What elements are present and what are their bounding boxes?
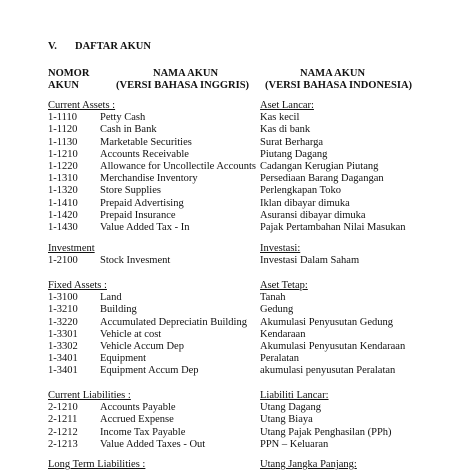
group-title-en: Current Liabilities : <box>48 390 131 401</box>
account-code: 1-1210 <box>48 148 78 160</box>
account-name-en: Building <box>100 304 137 316</box>
account-name-id: Peralatan <box>260 353 300 365</box>
account-name-id: Perlengkapan Toko <box>260 185 342 197</box>
account-code: 1-1220 <box>48 161 78 172</box>
account-name-id: Cadangan Kerugian Piutang <box>260 161 379 172</box>
account-name-en: Allowance for Uncollectile Accounts <box>100 161 256 172</box>
header-nama-akun-id: NAMA AKUN <box>300 68 366 79</box>
group-title-id: Aset Tetap: <box>260 280 308 291</box>
section-number: V. <box>48 41 57 52</box>
account-name-id: Kas kecil <box>260 112 300 124</box>
account-name-id: Surat Berharga <box>260 136 324 148</box>
account-name-id: Asuransi dibayar dimuka <box>260 209 366 221</box>
account-name-en: Petty Cash <box>100 112 146 124</box>
group-title-en: Investment <box>48 243 95 254</box>
account-name-en: Merchandise Inventory <box>100 173 198 185</box>
account-code: 1-1320 <box>48 185 78 197</box>
account-name-id: akumulasi penyusutan Peralatan <box>260 365 396 377</box>
account-name-en: Income Tax Payable <box>100 426 186 438</box>
account-name-en: Equipment <box>100 353 147 365</box>
account-name-id: Utang Biaya <box>260 414 313 426</box>
account-name-en: Land <box>100 292 122 304</box>
section-title: DAFTAR AKUN <box>75 41 151 52</box>
group-title-en: Fixed Assets : <box>48 280 107 291</box>
account-name-id: Kendaraan <box>260 328 306 340</box>
account-code: 1-1410 <box>48 197 78 209</box>
group-title-en: Long Term Liabilities : <box>48 459 146 470</box>
account-code: 1-1120 <box>48 124 78 136</box>
header-akun: AKUN <box>48 80 79 91</box>
header-nomor: NOMOR <box>48 68 90 79</box>
account-name-en: Store Supplies <box>100 185 161 197</box>
account-name-en: Cash in Bank <box>100 124 157 136</box>
account-code: 1-3401 <box>48 365 78 377</box>
account-code: 1-3301 <box>48 328 78 340</box>
account-code: 2-1210 <box>48 402 78 414</box>
account-name-en: Accounts Payable <box>100 402 176 414</box>
account-name-id: Akumulasi Penyusutan Gedung <box>260 316 393 328</box>
account-name-id: Gedung <box>260 304 294 316</box>
account-name-id: Persediaan Barang Dagangan <box>260 173 384 185</box>
account-code: 1-2100 <box>48 255 78 267</box>
account-name-id: Utang Dagang <box>260 402 321 414</box>
account-name-id: Tanah <box>260 292 286 304</box>
header-nama-akun-en: NAMA AKUN <box>153 68 219 79</box>
account-name-id: Utang Pajak Penghasilan (PPh) <box>260 426 392 438</box>
account-code: 2-1213 <box>48 438 78 450</box>
account-name-en: Value Added Taxes - Out <box>100 438 206 450</box>
header-versi-indonesia: (VERSI BAHASA INDONESIA) <box>265 80 413 91</box>
account-code: 2-1212 <box>48 426 78 438</box>
group-title-id: Liabiliti Lancar: <box>260 390 329 401</box>
account-name-id: Akumulasi Penyusutan Kendaraan <box>260 341 406 352</box>
account-name-en: Value Added Tax - In <box>100 222 190 233</box>
account-name-en: Vehicle at cost <box>100 328 162 340</box>
account-code: 1-3302 <box>48 341 78 352</box>
account-name-en: Stock Invesment <box>100 255 171 267</box>
account-name-id: Investasi Dalam Saham <box>260 255 360 267</box>
account-name-en: Marketable Securities <box>100 136 192 148</box>
account-code: 1-1110 <box>48 112 77 124</box>
account-code: 1-1430 <box>48 222 78 233</box>
group-title-id: Investasi: <box>260 243 301 254</box>
account-name-id: Pajak Pertambahan Nilai Masukan <box>260 222 406 233</box>
account-name-id: Kas di bank <box>260 124 311 136</box>
account-code: 1-3220 <box>48 316 78 328</box>
group-title-en: Current Assets : <box>48 100 116 111</box>
account-name-en: Equipment Accum Dep <box>100 365 199 377</box>
account-name-en: Accounts Receivable <box>100 148 189 160</box>
header-versi-inggris: (VERSI BAHASA INGGRIS) <box>116 80 250 91</box>
account-code: 1-3100 <box>48 292 78 304</box>
account-code: 1-1130 <box>48 136 78 148</box>
account-code: 1-1420 <box>48 209 78 221</box>
account-name-id: Iklan dibayar dimuka <box>260 197 350 209</box>
account-code: 2-1211 <box>48 414 78 426</box>
account-code: 1-1310 <box>48 173 78 185</box>
account-name-en: Vehicle Accum Dep <box>100 341 184 352</box>
account-name-en: Accumulated Depreciatin Building <box>100 316 247 328</box>
account-code: 1-3210 <box>48 304 78 316</box>
account-name-en: Prepaid Advertising <box>100 197 184 209</box>
account-name-id: PPN – Keluaran <box>260 438 329 450</box>
group-title-id: Utang Jangka Panjang: <box>260 459 357 470</box>
account-name-en: Accrued Expense <box>100 414 174 426</box>
account-code: 1-3401 <box>48 353 78 365</box>
group-title-id: Aset Lancar: <box>260 100 314 111</box>
account-name-id: Piutang Dagang <box>260 148 328 160</box>
account-name-en: Prepaid Insurance <box>100 209 176 221</box>
